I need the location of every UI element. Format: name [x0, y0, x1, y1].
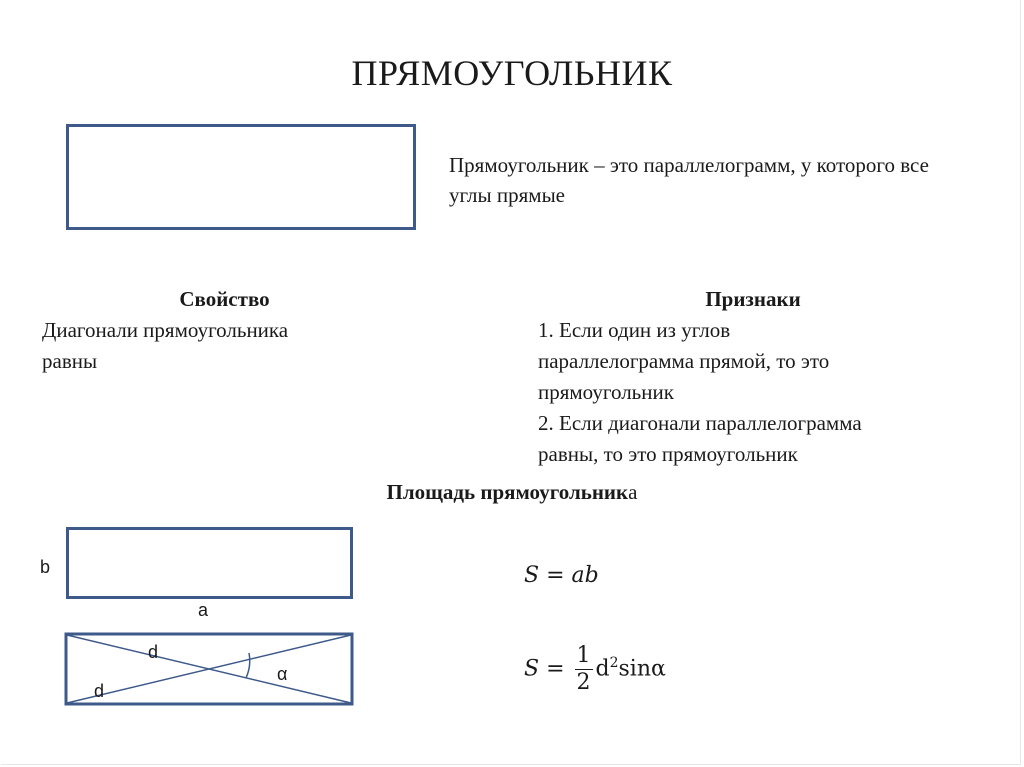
diagonal-rectangle [64, 632, 356, 706]
definition-text: Прямоугольник – это параллелограмм, у которого все углы прямые [449, 153, 929, 207]
formula-sin: sinα [618, 656, 666, 682]
signs-line: 2. Если диагонали параллелограмма [538, 411, 862, 435]
diagonal-label-bottom: d [94, 681, 105, 701]
signs-heading: Признаки [705, 287, 801, 311]
area-title-tail: а [628, 480, 638, 504]
angle-label: α [277, 664, 288, 684]
property-line: равны [42, 349, 98, 373]
formula-d: d [595, 656, 610, 682]
area-title [0, 480, 1024, 505]
fraction-denominator: 2 [576, 670, 591, 695]
side-a-label: a [198, 600, 209, 620]
fraction [575, 643, 593, 696]
signs-line: равны, то это прямоугольник [538, 442, 798, 466]
formula-area-diagonal [524, 643, 666, 696]
formula-equals: = [539, 563, 572, 588]
rectangle-illustration [66, 124, 416, 230]
formula-ab: ab [571, 563, 599, 588]
side-b-label: b [40, 557, 51, 577]
signs-block [538, 284, 978, 470]
formula-area-ab [524, 563, 599, 588]
property-line: Диагонали прямоугольника [42, 318, 289, 342]
slide-title: ПРЯМОУГОЛЬНИК [351, 53, 673, 93]
area-rectangle [66, 527, 353, 599]
property-block [42, 284, 407, 377]
signs-line: 1. Если один из углов [538, 318, 731, 342]
area-title-bold: Площадь прямоугольник [386, 480, 629, 504]
signs-line: прямоугольник [538, 380, 674, 404]
diagonal-label-top: d [148, 642, 159, 662]
fraction-numerator: 1 [576, 643, 591, 668]
formula-equals: = [539, 656, 572, 682]
formula-s: S [524, 656, 540, 682]
signs-line: параллелограмма прямой, то это [538, 349, 830, 373]
property-heading: Свойство [179, 287, 270, 311]
formula-s: S [524, 563, 540, 588]
formula-exponent: 2 [609, 655, 619, 672]
